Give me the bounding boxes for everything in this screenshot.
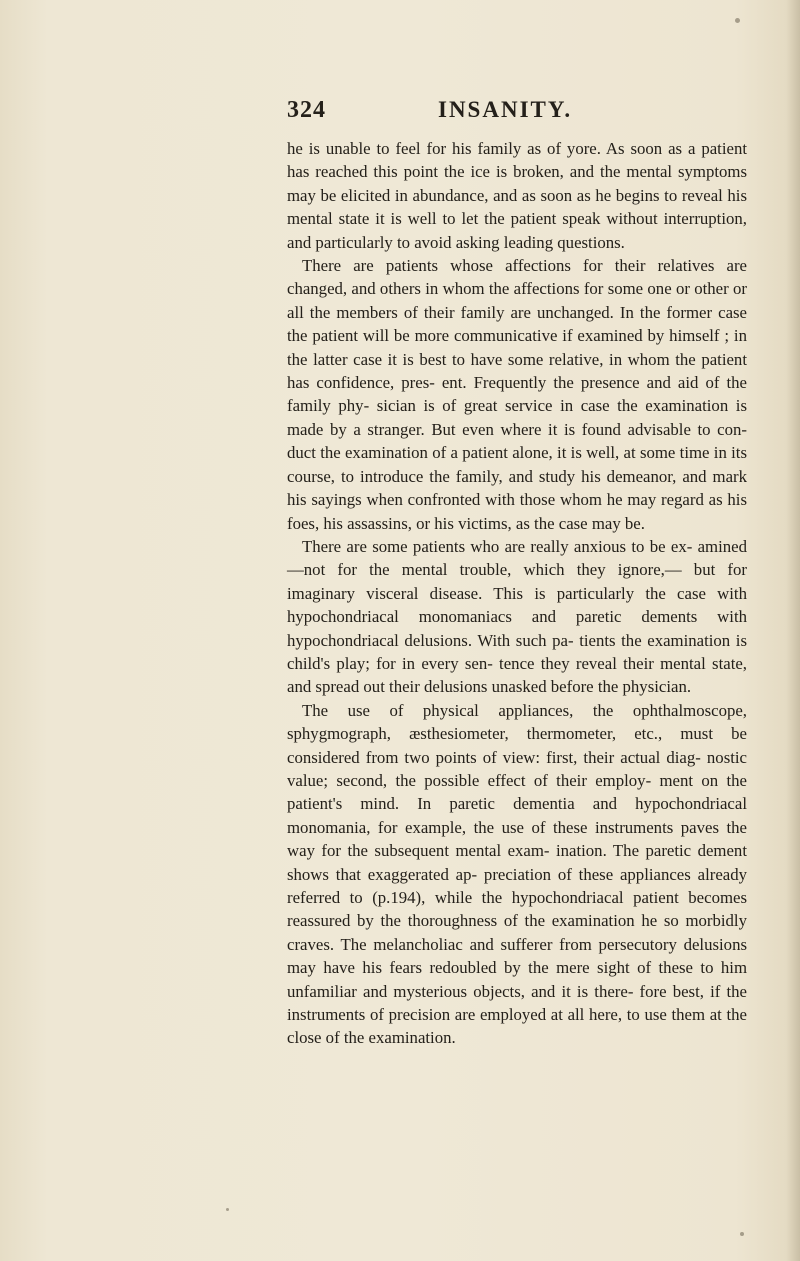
running-title: INSANITY.	[438, 97, 573, 122]
body-text	[287, 137, 747, 1050]
paragraph-3: There are some patients who are really anxious to be ex- amined—not for the mental trouble, which they ignore,— but for imaginary visceral disease. This is particularly the case with hypochondriacal monomaniacs and paretic dements with hypochondriacal delusions. With such pa- tients the examination is child's play; for in every sen- tence they reveal their mental state, and spread out their delusions unasked before the physician.	[287, 536, 747, 697]
paragraph-2: There are patients whose affections for their relatives are changed, and others in whom the affections for some one or other or all the members of their family are unchanged. In the former case the patient will be more communicative if examined by himself ; in the latter case it is best to have some relative, in whom the patient has confidence, pres- ent. Frequently the presence and aid of the family phy- sician is of great service in case the examination is made by a stranger. But even where it is found advisable to con- duct the examination of a patient alone, it is well, at some time in its course, to introduce the family, and study his demeanor, and mark his sayings when confronted with those whom he may regard as his foes, his assassins, or his victims, as the case may be.	[287, 256, 747, 533]
paragraph-4: The use of physical appliances, the ophthalmoscope, sphygmograph, æsthesiometer, thermometer, etc., must be considered from two points of view: first, their actual diag- nostic value; second, the possible effect of their employ- ment on the patient's mind. In paretic dementia and hypochondriacal monomania, for example, the use of these instruments paves the way for the subsequent mental exam- ination. The paretic dement shows that exaggerated ap- preciation of these appliances already referred to (p.194), while the hypochondriacal patient becomes reassured by the thoroughness of the examination he so morbidly craves. The melancholiac and sufferer from persecutory delusions may have his fears redoubled by the mere sight of these to him unfamiliar and mysterious objects, and it is there- fore best, if the instruments of precision are employed at all here, to use them at the close of the examination.	[287, 700, 747, 1048]
paper-speck	[735, 18, 740, 23]
page-number: 324	[287, 97, 326, 123]
paper-speck	[740, 1232, 744, 1236]
paper-speck	[226, 1208, 229, 1211]
page-edge-shadow	[786, 0, 800, 1261]
paragraph-1: he is unable to feel for his family as of yore. As soon as a patient has reached this point the ice is broken, and the mental symptoms may be elicited in abundance, and as soon as he begins to reveal his mental state it is well to let the patient speak without interruption, and particularly to avoid asking leading questions.	[287, 139, 747, 252]
running-head	[287, 97, 741, 129]
